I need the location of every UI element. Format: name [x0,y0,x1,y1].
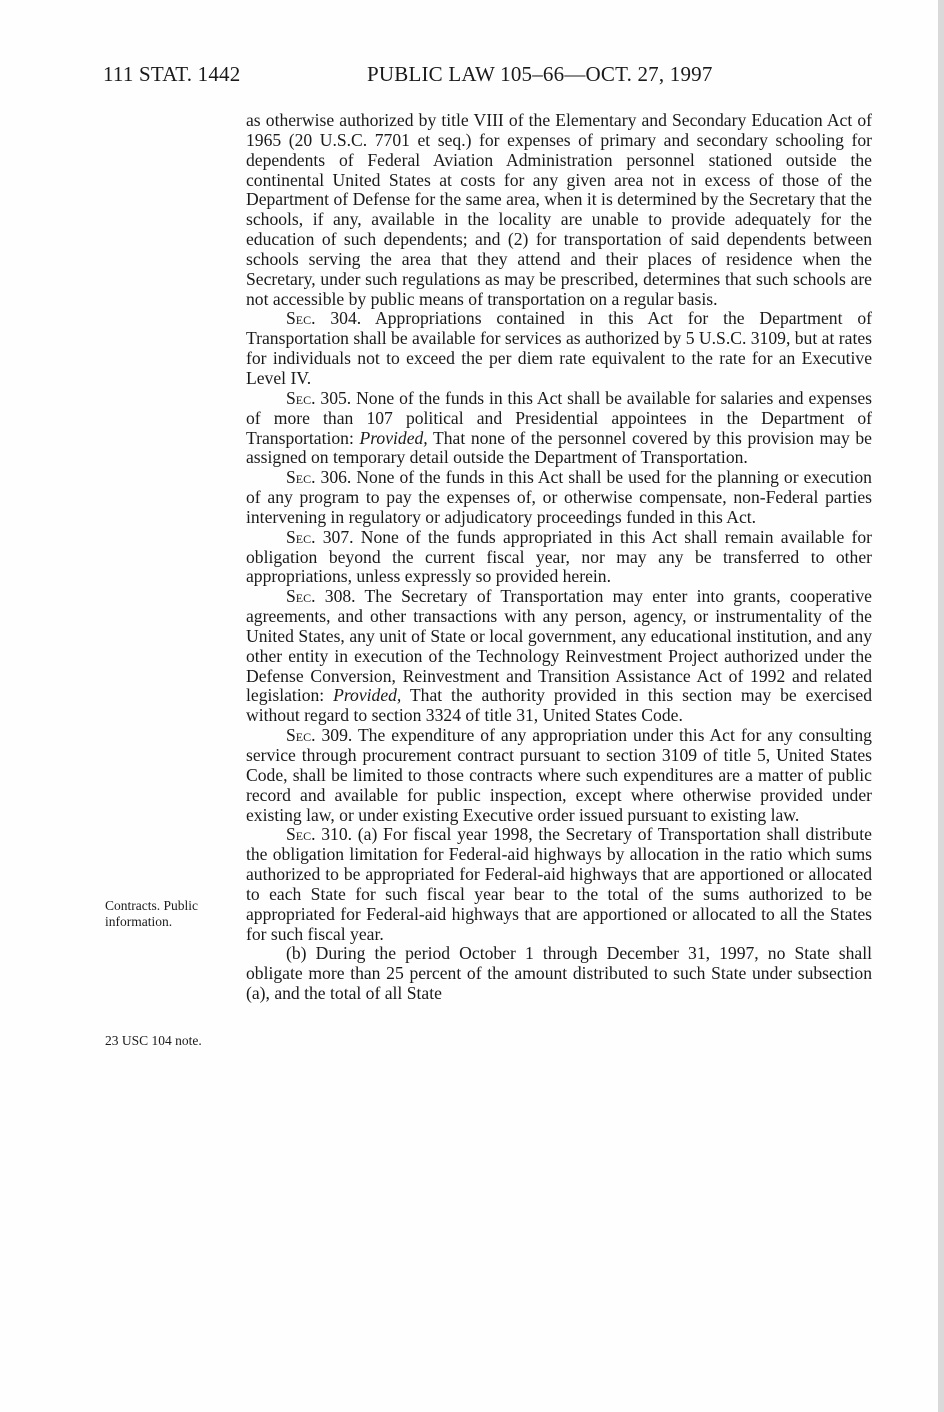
section-308 [246,587,872,726]
section-307 [246,528,872,588]
margin-note-contracts: Contracts. Public information. [105,898,198,929]
section-text: None of the funds appropriated in this Act shall remain available for obligation beyond the current fiscal year, nor may any be transferred to other appropriations, unless expressly so provided herein. [246,526,872,587]
section-text-continued: That none of the personnel covered by this provision may be assigned on temporary detail outside the Department of Transportation. [246,427,872,468]
section-label: Sec. 306. [286,467,352,488]
subsection-text: (b) During the period October 1 through December 31, 1997, no State shall obligate more than 25 percent of the amount distributed to such State under subsection (a), and the total of all State [246,943,872,1004]
subsection-b [246,944,872,1004]
section-305 [246,389,872,468]
section-label: Sec. 304. [286,308,362,329]
section-text: The Secretary of Transportation may enter into grants, cooperative agreements, and other transactions with any person, agency, or instrumentality of the United States, any unit of State or local government, any educational institution, and any other entity in execution of the Technology Reinvestment Project authorized under the Defense Conversion, Reinvestment and Transition Assistance Act of 1992 and related legislation: [246,586,872,706]
section-309 [246,726,872,825]
section-text: (a) For fiscal year 1998, the Secretary of Transportation shall distribute the obligation limitation for Federal-aid highways by allocation in the ratio which sums authorized to be appropriated for Federal-aid highways that are apportioned or allocated to each State for such fiscal year bear to the total of the sums authorized to be appropriated for Federal-aid highways that are apportioned or allocated to all the States for such fiscal year. [246,824,872,944]
section-text: Appropriations contained in this Act for the Department of Transportation shall be available for services as authorized by 5 U.S.C. 3109, but at rates for individuals not to exceed the per diem rate equivalent to the rate for an Executive Level IV. [246,308,872,388]
section-label: Sec. 307. [286,526,354,547]
section-text: The expenditure of any appropriation under this Act for any consulting service through procurement contract pursuant to section 3109 of title 5, United States Code, shall be limited to those contracts where such expenditures are a matter of public record and available for public inspection, except where otherwise provided under existing law, or under existing Executive order issued pursuant to existing law. [246,725,872,825]
margin-note-usc: 23 USC 104 note. [105,1033,202,1048]
proviso-italic: Provided, [333,685,402,706]
section-label: Sec. 309. [286,725,353,746]
proviso-italic: Provided, [359,427,428,448]
law-title: PUBLIC LAW 105–66—OCT. 27, 1997 [367,62,713,86]
stat-page-reference: 111 STAT. 1442 [103,62,241,86]
page-edge-shadow [938,0,944,1412]
section-306 [246,468,872,528]
section-304 [246,309,872,388]
section-label: Sec. 305. [286,387,352,408]
body-text [246,111,872,1004]
section-text: None of the funds in this Act shall be available for salaries and expenses of more than 107 political and Presidential appointees in the Department of Transportation: [246,387,872,448]
section-text-continued: That the authority provided in this section may be exercised without regard to section 3324 of title 31, United States Code. [246,685,872,726]
paragraph-text: as otherwise authorized by title VIII of the Elementary and Secondary Education Act of 1965 (20 U.S.C. 7701 et seq.) for expenses of primary and secondary schooling for dependents of Federal Aviation Administration personnel stationed outside the continental United States at costs for any given area not in excess of those of the Department of Defense for the same area, when it is determined by the Secretary that the schools, if any, available in the locality are unable to provide adequately for the education of such dependents; and (2) for transportation of said dependents between schools serving the area that they attend and their places of residence when the Secretary, under such regulations as may be prescribed, determines that such schools are not accessible by public means of transportation on a regular basis. [246,110,872,309]
paragraph-continuation [246,111,872,309]
section-label: Sec. 310. [286,824,353,845]
section-label: Sec. 308. [286,586,356,607]
section-310 [246,825,872,944]
page-header [103,62,863,92]
section-text: None of the funds in this Act shall be used for the planning or execution of any program to pay the expenses of, or otherwise compensate, non-Federal parties intervening in regulatory or adjudicatory proceedings funded in this Act. [246,467,872,527]
